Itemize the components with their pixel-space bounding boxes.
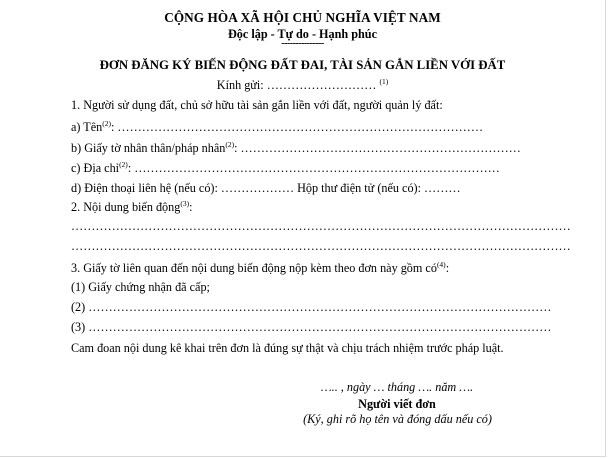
name-field[interactable]: : ……………………………………………………………………………… [111,120,484,134]
section3-note: (4) [436,260,446,269]
section3-colon: : [445,261,450,275]
id-note: (2) [225,140,235,149]
signature-title: Người viết đơn [358,397,436,411]
declaration-text: Cam đoan nội dung kê khai trên đơn là đúng sự thật và chịu trách nhiệm trước pháp luật. [71,341,504,355]
national-motto: Độc lập - Tự do - Hạnh phúc [228,27,377,41]
section2-note: (3) [180,199,190,208]
section1-heading: 1. Người sử dụng đất, chủ sở hữu tài sản gắn liền với đất, người quản lý đất: [71,98,443,112]
address-field[interactable]: : ……………………………………………………………………………… [127,161,500,175]
document-item-3[interactable]: (3) …………………………………………………………………………………………………… [71,320,552,334]
section3-heading [71,261,449,276]
section2-heading [71,200,192,215]
signature-note: (Ký, ghi rõ họ tên và đóng dấu nếu có) [303,412,492,426]
addressee-note: (1) [379,77,389,86]
section2-label: 2. Nội dung biến động [71,200,181,214]
change-content-line-1[interactable]: …………………………………………………………………………………………………………… [71,219,571,233]
id-line [71,141,521,156]
signature-date[interactable]: ….. , ngày … tháng …. năm …. [320,380,474,394]
change-content-line-2[interactable]: …………………………………………………………………………………………………………… [71,239,571,253]
address-label: c) Địa chỉ [71,161,120,175]
id-label: b) Giấy tờ nhân thân/pháp nhân [71,141,226,155]
address-line [71,161,500,176]
national-title: CỘNG HÒA XÃ HỘI CHỦ NGHĨA VIỆT NAM [164,10,441,25]
id-field[interactable]: : …………………………………………………………… [234,141,521,155]
section3-label: 3. Giấy tờ liên quan đến nội dung biến động nộp kèm theo đơn này gồm có [71,261,437,275]
document-item-1: (1) Giấy chứng nhận đã cấp; [71,280,210,294]
header-divider: --------------- [281,38,324,49]
name-note: (2) [102,119,111,128]
address-note: (2) [119,160,128,169]
section2-colon: : [189,200,193,214]
name-label: a) Tên [71,120,103,134]
name-line [71,120,483,135]
document-item-2[interactable]: (2) …………………………………………………………………………………………………… [71,300,552,314]
form-title: ĐƠN ĐĂNG KÝ BIẾN ĐỘNG ĐẤT ĐAI, TÀI SẢN GẮN LIỀN VỚI ĐẤT [99,58,506,72]
contact-line[interactable]: d) Điện thoại liên hệ (nếu có): ……………… Hộp thư điện tử (nếu có): ……… [71,181,461,195]
addressee-label: Kính gửi: ……………………… [216,78,377,92]
addressee-line [0,78,605,93]
